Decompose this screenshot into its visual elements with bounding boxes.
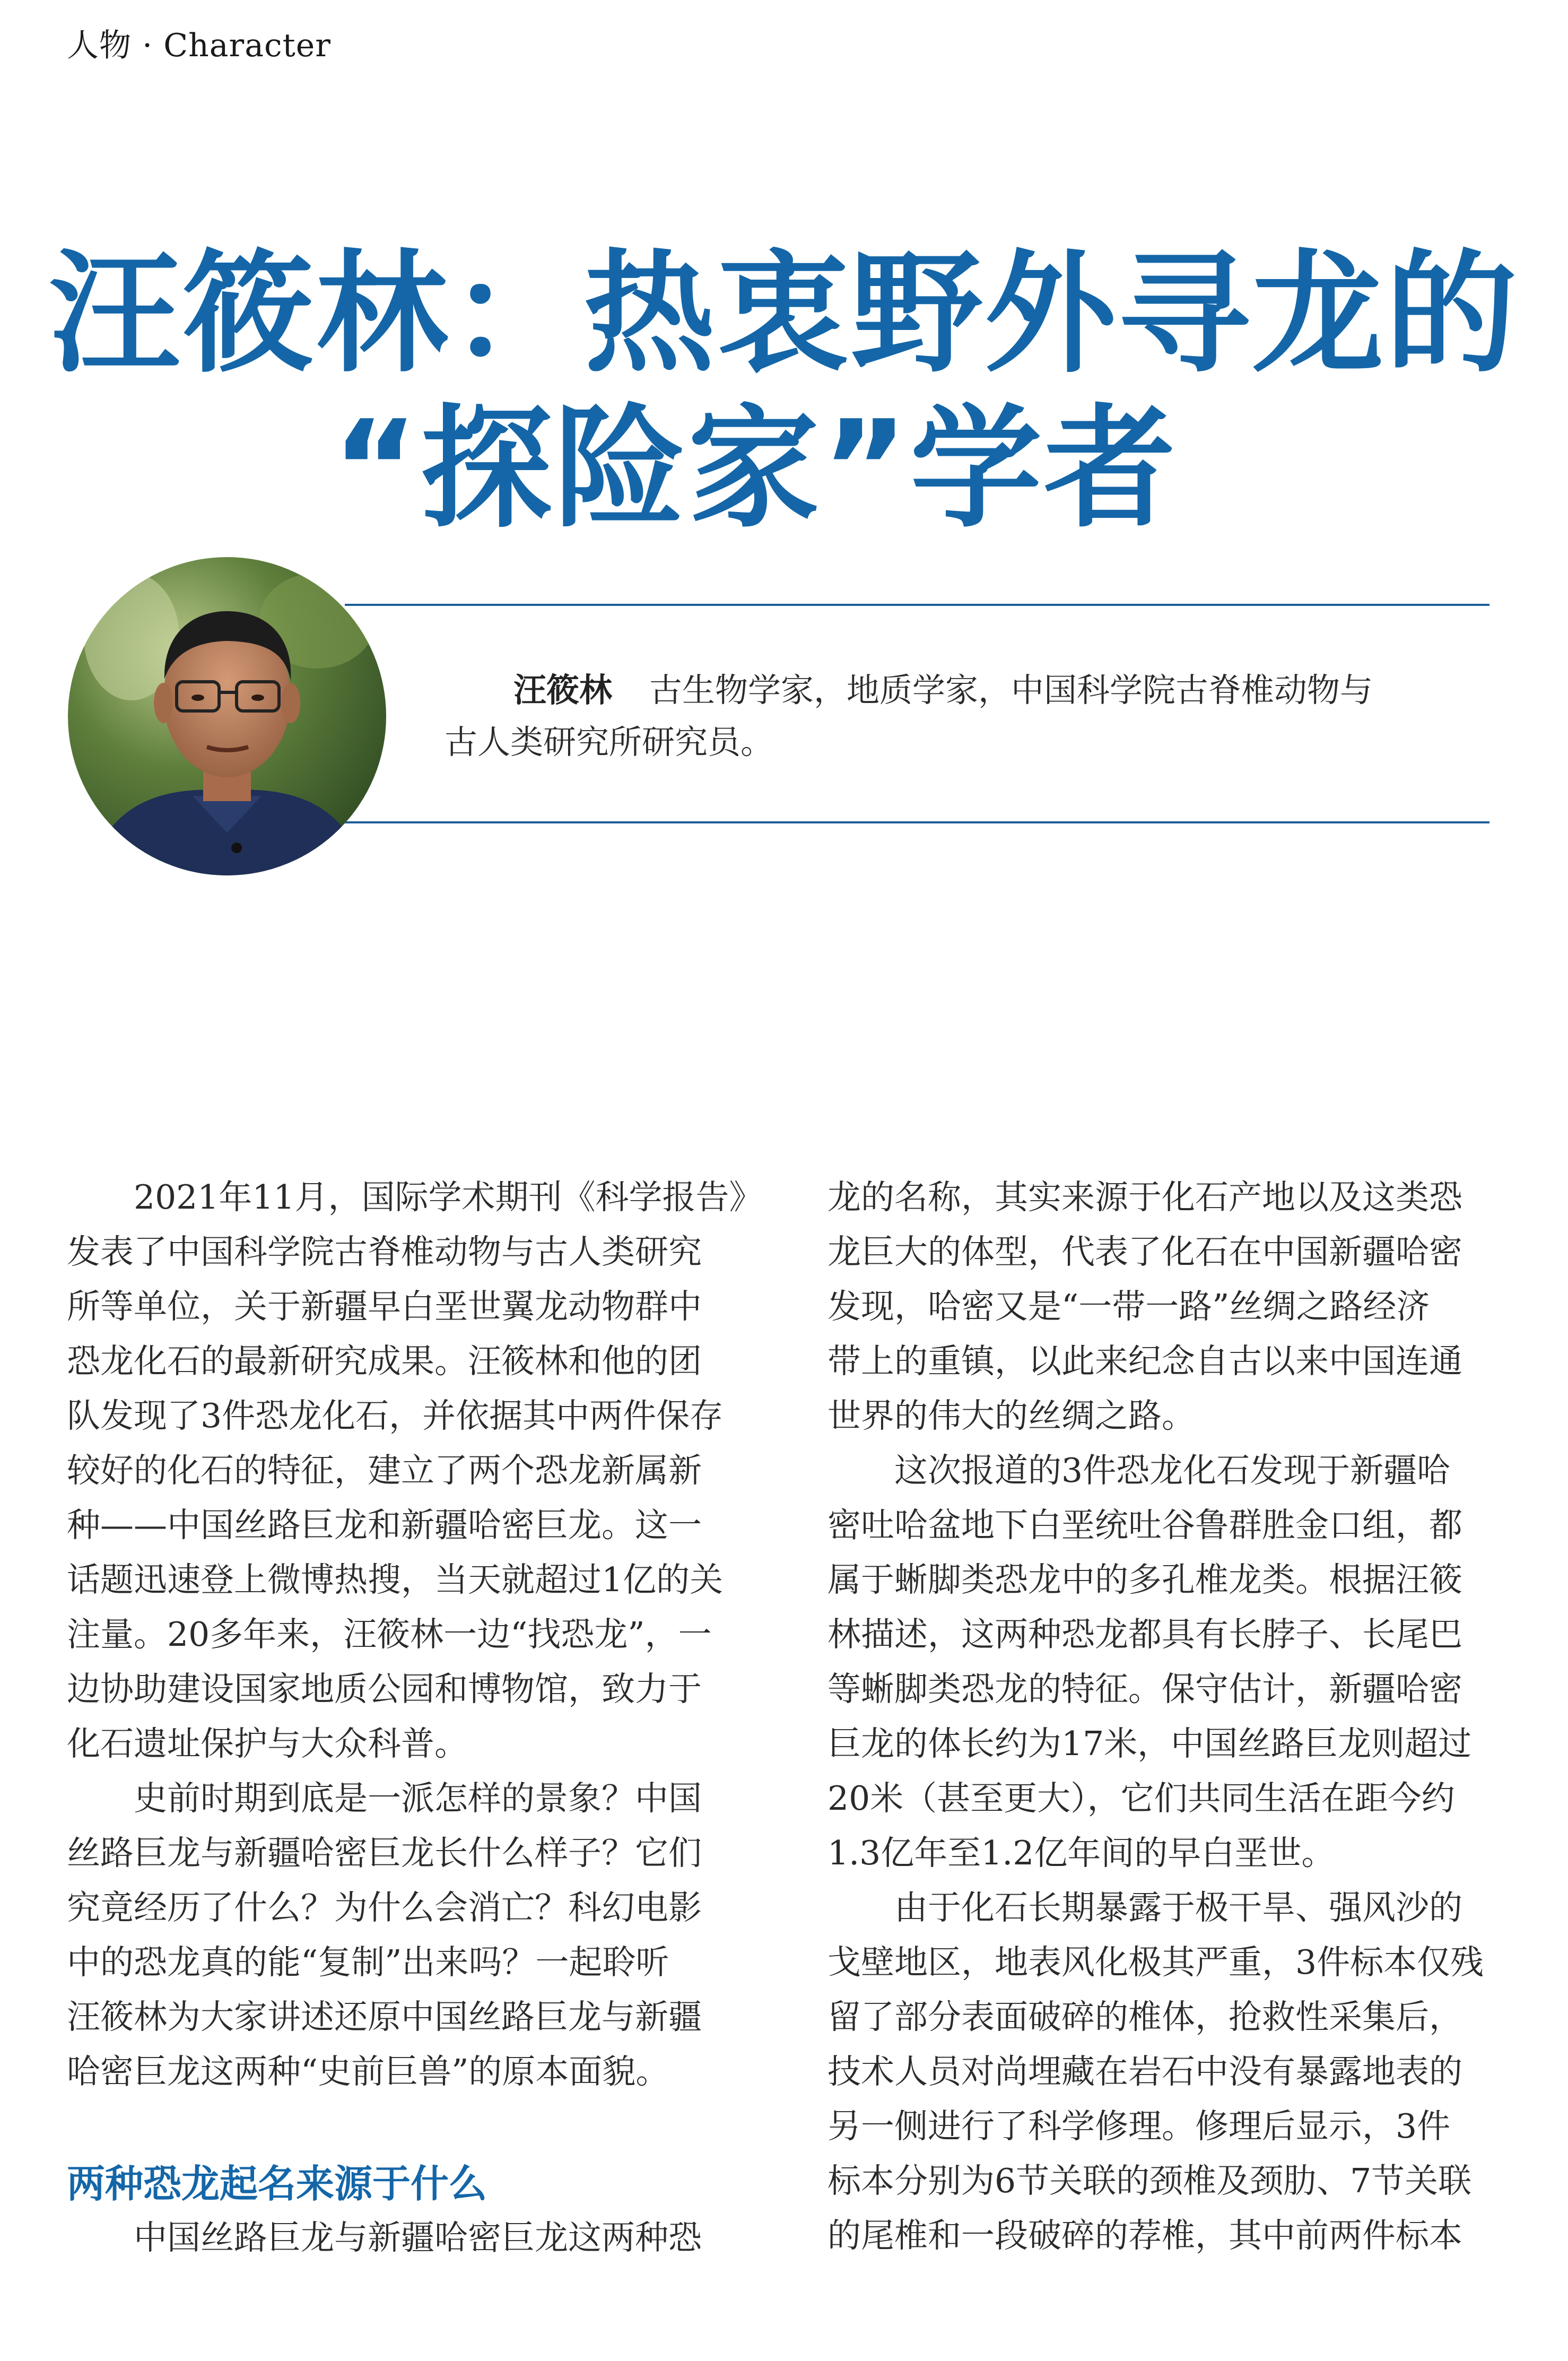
paragraph: [827, 1880, 1488, 2263]
text-line: 属于蜥脚类恐龙中的多孔椎龙类。根据汪筱: [827, 1560, 1462, 1599]
text-line: 汪筱林为大家讲述还原中国丝路巨龙与新疆: [67, 1998, 702, 2036]
divider-bottom: [345, 821, 1489, 823]
text-line: 究竟经历了什么？为什么会消亡？科幻电影: [67, 1888, 702, 1927]
text-line: 带上的重镇，以此来纪念自古以来中国连通: [827, 1342, 1462, 1381]
text-line: 中国丝路巨龙与新疆哈密巨龙这两种恐: [134, 2218, 702, 2257]
text-line: 恐龙化石的最新研究成果。汪筱林和他的团: [67, 1342, 702, 1381]
author-bio: [445, 664, 1442, 768]
text-line: 戈壁地区，地表风化极其严重，3件标本仅残: [827, 1943, 1484, 1982]
text-line: 所等单位，关于新疆早白垩世翼龙动物群中: [67, 1287, 702, 1326]
text-line: 哈密巨龙这两种“史前巨兽”的原本面貌。: [67, 2052, 669, 2091]
text-line: 标本分别为6节关联的颈椎及颈肋、7节关联: [827, 2162, 1472, 2200]
text-line: 技术人员对尚埋藏在岩石中没有暴露地表的: [827, 2052, 1462, 2091]
text-line: 较好的化石的特征，建立了两个恐龙新属新: [67, 1451, 702, 1490]
text-line: 1.3亿年至1.2亿年间的早白垩世。: [827, 1834, 1335, 1872]
section-heading: 两种恐龙起名来源于什么: [67, 2162, 487, 2206]
text-line: 化石遗址保护与大众科普。: [67, 1724, 468, 1763]
right-column: [827, 1170, 1488, 2263]
text-line: 史前时期到底是一派怎样的景象？中国: [134, 1779, 702, 1818]
text-line: 龙巨大的体型，代表了化石在中国新疆哈密: [827, 1232, 1462, 1271]
text-line: 边协助建设国家地质公园和博物馆，致力于: [67, 1670, 702, 1708]
left-column: [67, 1170, 763, 2265]
paragraph: [827, 1170, 1488, 1443]
bio-text-line-2: 古人类研究所研究员。: [445, 723, 774, 761]
text-line: 由于化石长期暴露于极干旱、强风沙的: [894, 1888, 1462, 1927]
text-line: 话题迅速登上微博热搜，当天就超过1亿的关: [67, 1560, 724, 1599]
paragraph: [67, 1170, 763, 1771]
paragraph: [67, 1771, 727, 2099]
paragraph: [827, 1443, 1488, 1880]
text-line: 发现，哈密又是“一带一路”丝绸之路经济: [827, 1287, 1430, 1326]
article-title-line-2: “探险家”学者: [332, 393, 1178, 545]
text-line: 发表了中国科学院古脊椎动物与古人类研究: [67, 1232, 702, 1271]
author-portrait: [68, 557, 386, 875]
text-line: 种——中国丝路巨龙和新疆哈密巨龙。这一: [67, 1506, 702, 1544]
text-line: 留了部分表面破碎的椎体，抢救性采集后，: [827, 1998, 1462, 2036]
text-line: 这次报道的3件恐龙化石发现于新疆哈: [894, 1451, 1451, 1490]
bio-text-line-1: 古生物学家，地质学家，中国科学院古脊椎动物与: [649, 671, 1373, 709]
text-line: 龙的名称，其实来源于化石产地以及这类恐: [827, 1178, 1462, 1217]
text-line: 2021年11月，国际学术期刊《科学报告》: [134, 1178, 763, 1217]
text-line: 丝路巨龙与新疆哈密巨龙长什么样子？它们: [67, 1834, 702, 1872]
text-line: 队发现了3件恐龙化石，并依据其中两件保存: [67, 1396, 724, 1435]
text-line: 林描述，这两种恐龙都具有长脖子、长尾巴: [827, 1615, 1462, 1654]
paragraph: [67, 2210, 727, 2265]
text-line: 注量。20多年来，汪筱林一边“找恐龙”，一: [67, 1615, 712, 1654]
article-title-line-1: 汪筱林：热衷野外寻龙的: [49, 238, 1519, 390]
text-line: 密吐哈盆地下白垩统吐谷鲁群胜金口组，都: [827, 1506, 1462, 1544]
text-line: 中的恐龙真的能“复制”出来吗？一起聆听: [67, 1943, 669, 1982]
author-name: 汪筱林: [513, 671, 613, 709]
text-line: 另一侧进行了科学修理。修理后显示，3件: [827, 2107, 1451, 2146]
text-line: 的尾椎和一段破碎的荐椎，其中前两件标本: [827, 2216, 1462, 2255]
portrait-illustration: [68, 557, 386, 875]
text-line: 巨龙的体长约为17米，中国丝路巨龙则超过: [827, 1724, 1472, 1763]
text-line: 世界的伟大的丝绸之路。: [827, 1396, 1195, 1435]
section-tag: 人物 · Character: [67, 27, 331, 64]
text-line: 20米（甚至更大），它们共同生活在距今约: [827, 1779, 1455, 1818]
text-line: 等蜥脚类恐龙的特征。保守估计，新疆哈密: [827, 1670, 1462, 1708]
divider-top: [345, 604, 1489, 606]
